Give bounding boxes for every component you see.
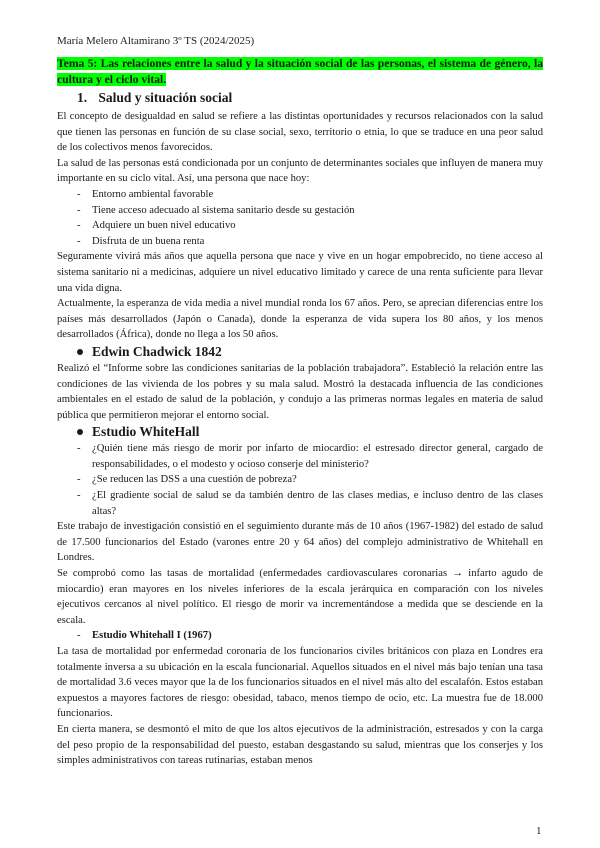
heading-whitehall	[57, 423, 543, 441]
paragraph: Se comprobó como las tasas de mortalidad (enfermedades cardiovasculares coronarias → infarto agudo de miocardio) eran mayores en los niveles inferiores de la escala jerárquica en comparación con los niveles ejecutivos cercanos al nivel político. El riesgo de morir va incrementándose a medida que se desciende en la escala.	[57, 568, 543, 626]
subheading-whitehall-1: - Estudio Whitehall I (1967)	[57, 628, 543, 644]
section-heading-salud	[77, 89, 543, 107]
list-item: - Adquiere un buen nivel educativo	[57, 218, 543, 234]
list-item: - Tiene acceso adecuado al sistema sanitario desde su gestación	[57, 203, 543, 219]
list-item: - Entorno ambiental favorable	[57, 187, 543, 203]
paragraph: La tasa de mortalidad por enfermedad coronaria de los funcionarios civiles británicos con plaza en Londres era totalmente inversa a su ubicación en la escala funcionarial. Aquellos situados en el nivel más bajo tenían una tasa de mortalidad 3.6 veces mayor que la de los funcionarios situados en el nivel más alto del escalafón. Estos estaban expuestos a mayores factores de riesgo: obesidad, tabaco, menos tiempo de ocio, etc. La muestra fue de 18.000 funcionarios.	[57, 646, 543, 720]
title-highlight: Tema 5: Las relaciones entre la salud y la situación social de las personas, el sistema de género, la cultura y el ciclo vital.	[57, 57, 543, 86]
page-title	[57, 56, 543, 88]
bullet-icon	[77, 429, 83, 435]
paragraph: En cierta manera, se desmontó el mito de que los altos ejecutivos de la administración, estresados y con la carga del peso propio de la responsabilidad del puesto, estaban desgastando su salud, mientras que los conserjes y los simples administrativos con tareas rutinarias, estaban menos	[57, 723, 543, 767]
paragraph: Actualmente, la esperanza de vida media a nivel mundial ronda los 67 años. Pero, se aprecian diferencias entre los países más desarrollados (Japón o Canada), donde la esperanza de vida supera los 80 años, y los menos desarrollados (África), donde no llega a los 50 años.	[57, 298, 543, 341]
paragraph: Este trabajo de investigación consistió en el seguimiento durante más de 10 años (1967-1982) del estado de salud de 17.500 funcionarios del Estado (varones entre 20 y 64 años) del complejo administrativo de Whitehall en Londres.	[57, 521, 543, 564]
bullet-icon	[77, 349, 83, 355]
determinants-list	[57, 187, 543, 249]
list-item: - ¿Se reducen las DSS a una cuestión de pobreza?	[57, 472, 543, 488]
heading-chadwick	[57, 343, 543, 361]
section-heading-text: Salud y situación social	[98, 90, 233, 105]
heading-text: Estudio WhiteHall	[92, 424, 200, 440]
questions-list	[57, 441, 543, 519]
paragraph: Seguramente vivirá más años que aquella persona que nace y vive en un hogar empobrecido, no tiene acceso al sistema sanitario ni a medicinas, adquiere un nivel educativo limitado y carece de una renta suficiente para llevar una vida digna.	[57, 251, 543, 294]
list-item: - Disfruta de un buena renta	[57, 234, 543, 250]
paragraph: El concepto de desigualdad en salud se refiere a las distintas oportunidades y recursos relacionados con la salud que tienen las personas en función de su clase social, sexo, territorio o etnia, lo que se traduce en una peor salud de los colectivos menos favorecidos.	[57, 111, 543, 154]
page-number: 1	[536, 825, 542, 837]
paragraph: La salud de las personas está condicionada por un conjunto de determinantes sociales que influyen de manera muy importante en su ciclo vital. Así, una persona que nace hoy:	[57, 157, 543, 185]
list-item: - ¿Quién tiene más riesgo de morir por infarto de miocardio: el estresado director general, cargado de responsabilidades, o el modesto y ocioso conserje del ministerio?	[57, 441, 543, 472]
paragraph: Realizó el “Informe sobre las condiciones sanitarias de la población trabajadora”. Estableció la relación entre las condiciones de las vivienda de los pobres y su mala salud. Mostró la destacada influencia de las condiciones ambientales en el estado de salud de la población, y condujo a las primeras normas legales en materia de salud pública que permitieron mejorar el entorno social.	[57, 362, 543, 421]
page-header: María Melero Altamirano 3º TS (2024/2025)	[57, 35, 255, 47]
page-content	[57, 56, 543, 769]
heading-text: Edwin Chadwick 1842	[92, 343, 222, 359]
section-number: 1.	[77, 90, 88, 105]
list-item: - ¿El gradiente social de salud se da también dentro de las clases medias, e incluso dentro de las clases altas?	[57, 488, 543, 519]
